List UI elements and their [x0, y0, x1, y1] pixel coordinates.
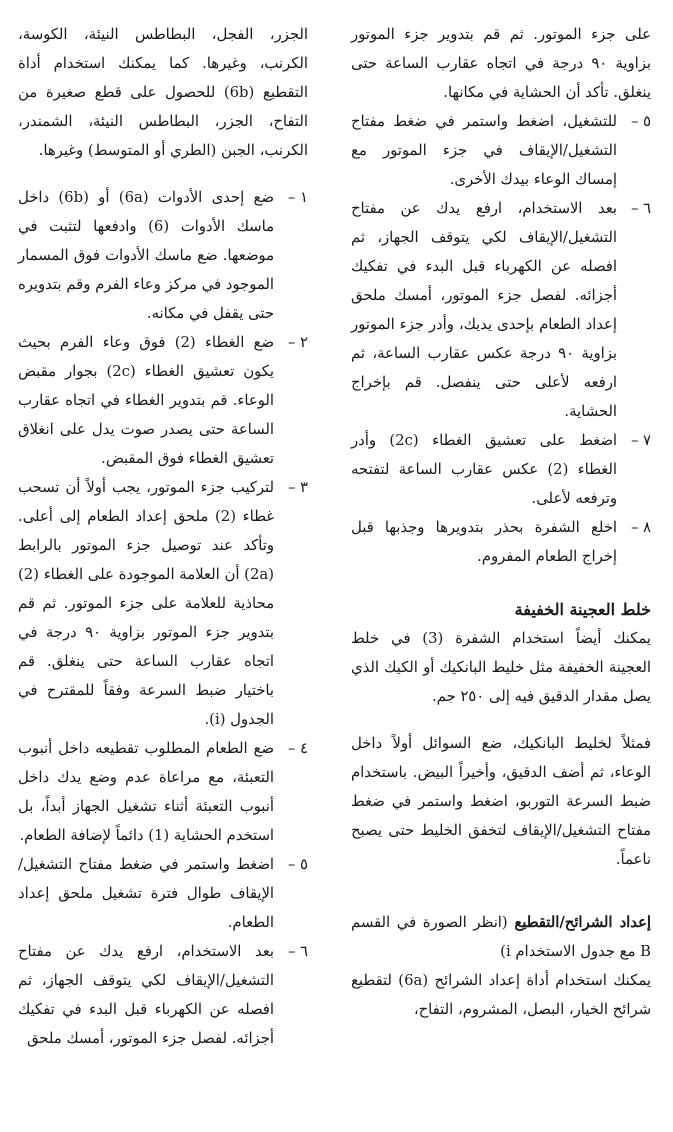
step-number: ٥ – — [287, 856, 308, 873]
step-text: بعد الاستخدام، ارفع يدك عن مفتاح التشغيل/الإيقاف لكي يتوقف الجهاز، ثم افصله عن الكهرباء قبل البدء في تفكيك أجزائه. لفصل جزء الموتور، أمسك ملحق — [18, 943, 274, 1047]
step-text: للتشغيل، اضغط واستمر في ضغط مفتاح التشغيل/الإيقاف في جزء الموتور مع إمساك الوعاء بيدك الأخرى. — [351, 113, 617, 188]
step-item — [351, 107, 651, 194]
left-column — [18, 20, 308, 1053]
step-number: ٣ – — [287, 479, 308, 496]
batter-section-title: خلط العجينة الخفيفة — [514, 600, 651, 619]
batter-paragraph-2: فمثلاً لخليط البانكيك، ضع السوائل أولاً داخل الوعاء، ثم أضف الدقيق، وأخيراً البيض. باستخدام ضبط السرعة التوربو، اضغط واستمر في ضغط مفتاح التشغيل/الإيقاف لتخفق الخليط حتى يصبح ناعماً. — [351, 735, 651, 868]
step-item — [18, 850, 308, 937]
step-item — [18, 937, 308, 1053]
slicing-section-title: إعداد الشرائح/التقطيع — [514, 914, 651, 931]
step-number: ٧ – — [630, 432, 651, 449]
step-item — [351, 194, 651, 426]
slicing-paragraph: يمكنك استخدام أداة إعداد الشرائح (6a) لتقطيع شرائح الخيار، البصل، المشروم، التفاح، — [351, 972, 651, 1018]
step-item — [18, 328, 308, 473]
step-text: ضع إحدى الأدوات (6a) أو (6b) داخل ماسك الأدوات (6) وادفعها لتثبت في موضعها. ضع ماسك الأدوات فوق المسمار الموجود في مركز وعاء الفرم وقم بتدويره حتى يقفل في مكانه. — [18, 189, 274, 322]
step-item — [351, 513, 651, 571]
batter-paragraph-1: يمكنك أيضاً استخدام الشفرة (3) في خلط العجينة الخفيفة مثل خليط البانكيك أو الكيك الذي يصل مقدار الدقيق فيه إلى ٢٥٠ جم. — [351, 630, 651, 705]
step-text: لتركيب جزء الموتور، يجب أولاً أن تسحب غطاء (2) ملحق إعداد الطعام إلى أعلى. وتأكد عند توصيل جزء الموتور بالرابط (2a) أن العلامة الموجودة على الغطاء (2) محاذية للعلامة على جزء الموتور. ثم قم بتدوير جزء الموتور بزاوية ٩٠ درجة في اتجاه عقارب الساعة حتى ينغلق. قم باختيار ضبط السرعة وفقاً للمقترح في الجدول (i). — [18, 479, 274, 728]
step-number: ٢ – — [287, 334, 308, 351]
step-text: اخلع الشفرة بحذر بتدويرها وجذبها قبل إخراج الطعام المفروم. — [351, 519, 617, 565]
steps-list-b — [18, 183, 308, 1053]
step-item — [18, 183, 308, 328]
slicing-heading — [351, 908, 651, 966]
step4-continuation: على جزء الموتور. ثم قم بتدوير جزء الموتور بزاوية ٩٠ درجة في اتجاه عقارب الساعة حتى ينغلق. تأكد أن الحشاية في مكانها. — [351, 26, 651, 101]
right-column — [351, 20, 651, 1024]
steps-list-a — [351, 107, 651, 571]
step-item — [18, 734, 308, 850]
step-text: بعد الاستخدام، ارفع يدك عن مفتاح التشغيل/الإيقاف لكي يتوقف الجهاز، ثم افصله عن الكهرباء قبل البدء في تفكيك أجزائه. لفصل جزء الموتور، أمسك ملحق إعداد الطعام بإحدى يديك، وأدر جزء الموتور بزاوية ٩٠ درجة عكس عقارب الساعة، ثم ارفعه لأعلى حتى ينفصل. قم بإخراج الحشاية. — [351, 200, 617, 420]
step-text: ضع الطعام المطلوب تقطيعه داخل أنبوب التعبئة، مع مراعاة عدم وضع يدك داخل أنبوب التعبئة أثناء تشغيل الجهاز أبداً، بل استخدم الحشاية (1) دائماً لإضافة الطعام. — [18, 740, 274, 844]
step-number: ١ – — [287, 189, 308, 206]
step-number: ٨ – — [630, 519, 651, 536]
slicing-intro: الجزر، الفجل، البطاطس النيئة، الكوسة، الكرنب، وغيرها. كما يمكنك استخدام أداة التقطيع (6b) للحصول على قطع صغيرة من التفاح، الجزر، البطاطس النيئة، الشمندر، الكرنب، الجبن (الطري أو المتوسط) وغيرها. — [18, 26, 308, 159]
step-number: ٦ – — [287, 943, 308, 960]
step-text: اضغط واستمر في ضغط مفتاح التشغيل/الإيقاف طوال فترة تشغيل ملحق إعداد الطعام. — [18, 856, 274, 931]
step-item — [18, 473, 308, 734]
step-text: ضع الغطاء (2) فوق وعاء الفرم بحيث يكون تعشيق الغطاء (2c) بجوار مقبض الوعاء. قم بتدوير الغطاء في اتجاه عقارب الساعة حتى يصدر صوت يدل على انغلاق تعشيق الغطاء فوق المقبض. — [18, 334, 274, 467]
step-number: ٥ – — [630, 113, 651, 130]
step-number: ٦ – — [630, 200, 651, 217]
step-text: اضغط على تعشيق الغطاء (2c) وأدر الغطاء (2) عكس عقارب الساعة لتفتحه وترفعه لأعلى. — [351, 432, 618, 507]
slicing-title-note: (انظر الصورة في القسم B مع جدول الاستخدام i) — [351, 914, 651, 960]
step-number: ٤ – — [287, 740, 308, 757]
step-item — [351, 426, 651, 513]
